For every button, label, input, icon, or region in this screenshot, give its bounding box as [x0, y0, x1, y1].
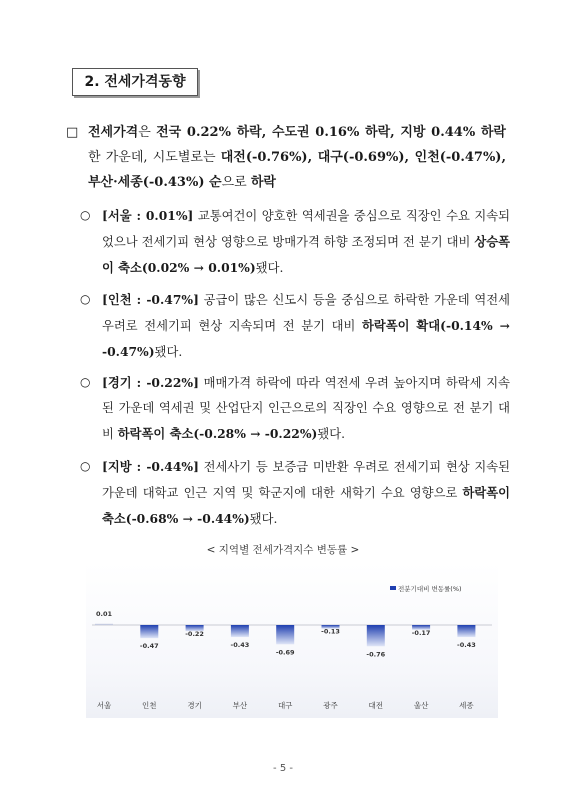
text-run: 됐다.	[255, 261, 284, 275]
category-label-5: 광주	[323, 701, 338, 710]
text-run: 됐다.	[249, 512, 278, 526]
chart-caption: < 지역별 전세가격지수 변동률 >	[206, 544, 360, 556]
page-number: - 5 -	[273, 763, 293, 774]
legend-label: 전분기대비 변동률(%)	[398, 585, 462, 593]
category-label-7: 울산	[413, 701, 429, 710]
text-run: 교통여건이 양호한 역세권을 중심으로 직장인 수요 지속되었으나 전세기피 현상 영향으로 방매가격 하향 조정되며 전 분기 대비	[102, 209, 510, 249]
category-label-6: 대전	[368, 701, 384, 710]
list-item-text	[80, 454, 510, 532]
data-label-6: -0.76	[366, 650, 386, 659]
data-label-2: -0.22	[185, 630, 204, 639]
bold-text: 대전(-0.76%), 대구(-0.69%), 인천(-0.47%), 부산·세종(-0.43%) 순	[88, 150, 506, 190]
category-label-3: 부산	[232, 701, 248, 710]
section-title: 2. 전세가격동향	[72, 68, 198, 96]
bold-text: 하락폭이 축소(-0.28% → -0.22%)	[117, 426, 318, 441]
data-label-1: -0.47	[139, 642, 159, 651]
text-run: 됐다.	[317, 427, 346, 441]
summary-text	[66, 120, 506, 195]
square-bullet-icon: □	[66, 125, 79, 140]
list-item-text	[80, 370, 510, 447]
legend-swatch	[390, 586, 396, 590]
chart-legend	[390, 584, 462, 593]
bold-text: 전세가격	[88, 125, 139, 140]
circle-bullet-icon: ○	[80, 459, 91, 473]
bold-text: 전국 0.22% 하락, 수도권 0.16% 하락, 지방 0.44% 하락	[156, 125, 506, 140]
category-label-8: 세종	[459, 701, 474, 710]
chart-svg	[86, 563, 498, 718]
text-run: 으로	[221, 175, 251, 190]
data-label-5: -0.13	[321, 627, 340, 636]
summary-paragraph	[66, 120, 506, 195]
list-item-seoul	[80, 203, 510, 281]
bold-text: [인천 : -0.47%]	[102, 292, 199, 307]
data-label-4: -0.69	[275, 648, 295, 657]
text-run: 전세사기 등 보증금 미반환 우려로 전세기피 현상 지속된 가운데 대학교 인근 지역 및 학군지에 대한 새학기 수요 영향으로	[102, 460, 510, 500]
data-label-7: -0.17	[411, 628, 431, 637]
text-run: 매매가격 하락에 따라 역전세 우려 높아지며 하락세 지속된 가운데 역세권 및 산업단지 인근으로의 직장인 수요 영향으로 전 분기 대비	[102, 376, 510, 441]
bold-text: [서울 : 0.01%]	[102, 208, 194, 223]
bold-text: 상승폭이 축소(0.02% → 0.01%)	[102, 234, 510, 275]
bold-text: [경기 : -0.22%]	[102, 375, 199, 390]
category-label-2: 경기	[187, 701, 202, 710]
category-label-1: 인천	[142, 701, 157, 710]
category-label-0: 서울	[96, 701, 112, 710]
circle-bullet-icon: ○	[80, 208, 91, 222]
bar-3	[231, 625, 249, 637]
bar-8	[457, 625, 475, 637]
bold-text: 하락폭이 확대(-0.14% → -0.47%)	[102, 318, 510, 359]
category-label-4: 대구	[277, 701, 293, 710]
bar-4	[276, 625, 294, 644]
text-run: 은	[138, 125, 157, 140]
circle-bullet-icon: ○	[80, 292, 91, 306]
bold-text: 하락	[250, 175, 276, 190]
bold-text: [지방 : -0.44%]	[102, 459, 199, 474]
bold-text: 하락폭이 축소(-0.68% → -0.44%)	[102, 485, 510, 526]
list-item-text	[80, 287, 510, 365]
text-run: 됐다.	[154, 345, 183, 359]
data-label-0: 0.01	[95, 609, 113, 618]
circle-bullet-icon: ○	[80, 375, 91, 389]
bar-chart	[86, 563, 498, 718]
list-item-text	[80, 203, 510, 281]
bar-6	[367, 625, 385, 646]
list-item-regions	[80, 454, 510, 532]
list-item-incheon	[80, 287, 510, 365]
bar-1	[140, 625, 158, 638]
data-label-3: -0.43	[230, 641, 250, 650]
text-run: 공급이 많은 신도시 등을 중심으로 하락한 가운데 역전세 우려로 전세기피 현상 지속되며 전 분기 대비	[102, 293, 510, 333]
text-run: 한 가운데, 시도별로는	[88, 150, 221, 165]
data-label-8: -0.43	[457, 641, 476, 650]
list-item-gyeonggi	[80, 370, 510, 447]
bar-0	[95, 624, 113, 625]
